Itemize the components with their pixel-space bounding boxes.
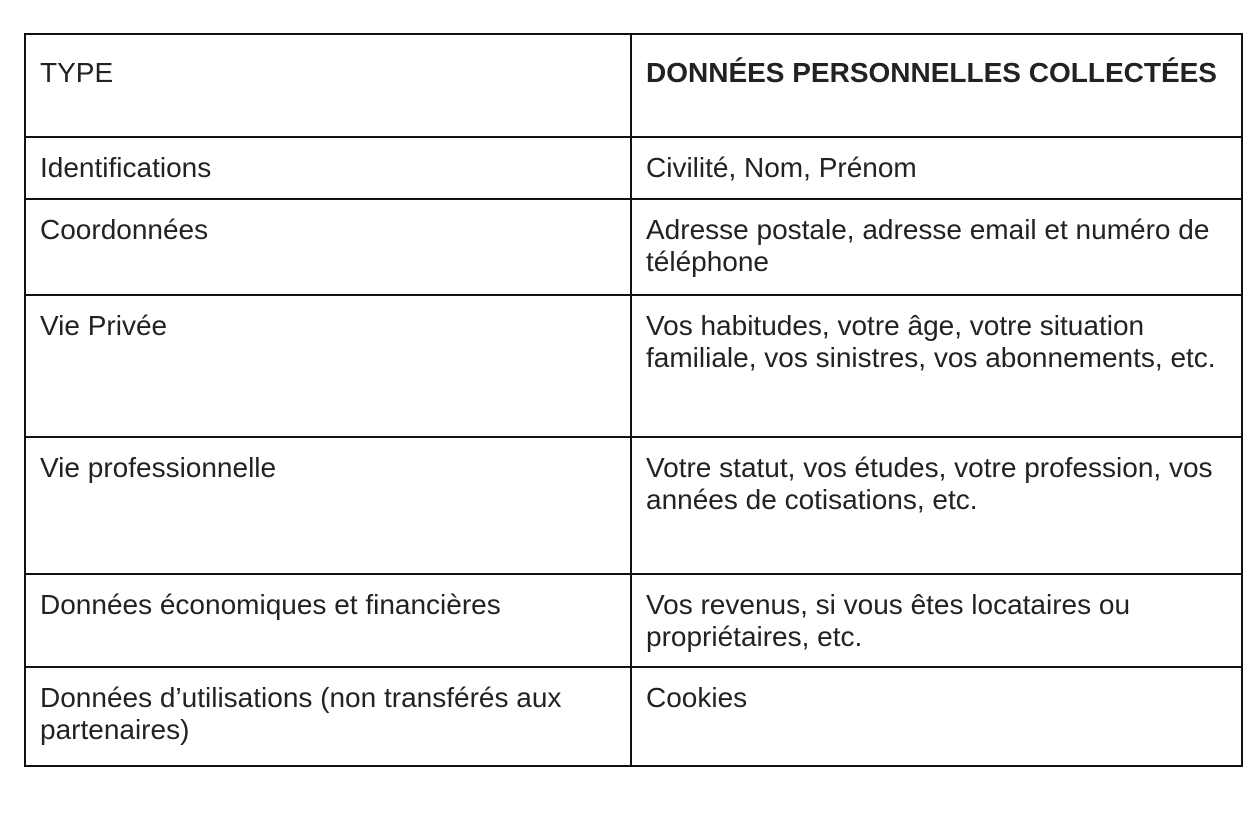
row-type-cell: Vie Privée bbox=[25, 295, 631, 437]
row-type-cell: Données économiques et financières bbox=[25, 574, 631, 667]
header-type: TYPE bbox=[25, 34, 631, 137]
row-data-cell: Civilité, Nom, Prénom bbox=[631, 137, 1242, 199]
row-data-cell: Vos revenus, si vous êtes locataires ou propriétaires, etc. bbox=[631, 574, 1242, 667]
table-row bbox=[25, 199, 1242, 295]
row-data-cell: Vos habitudes, votre âge, votre situation familiale, vos sinistres, vos abonnements, etc. bbox=[631, 295, 1242, 437]
table-row bbox=[25, 437, 1242, 574]
row-type-cell: Données d’utilisations (non transférés aux partenaires) bbox=[25, 667, 631, 766]
row-data-cell: Adresse postale, adresse email et numéro de téléphone bbox=[631, 199, 1242, 295]
row-data-cell: Votre statut, vos études, votre profession, vos années de cotisations, etc. bbox=[631, 437, 1242, 574]
row-type-cell: Coordonnées bbox=[25, 199, 631, 295]
row-type-cell: Vie professionnelle bbox=[25, 437, 631, 574]
table-row bbox=[25, 574, 1242, 667]
row-data-cell: Cookies bbox=[631, 667, 1242, 766]
table-row bbox=[25, 667, 1242, 766]
table-row bbox=[25, 137, 1242, 199]
table-header-row bbox=[25, 34, 1242, 137]
header-data-collected: DONNÉES PERSONNELLES COLLECTÉES bbox=[631, 34, 1242, 137]
personal-data-table bbox=[24, 33, 1243, 767]
row-type-cell: Identifications bbox=[25, 137, 631, 199]
table-row bbox=[25, 295, 1242, 437]
